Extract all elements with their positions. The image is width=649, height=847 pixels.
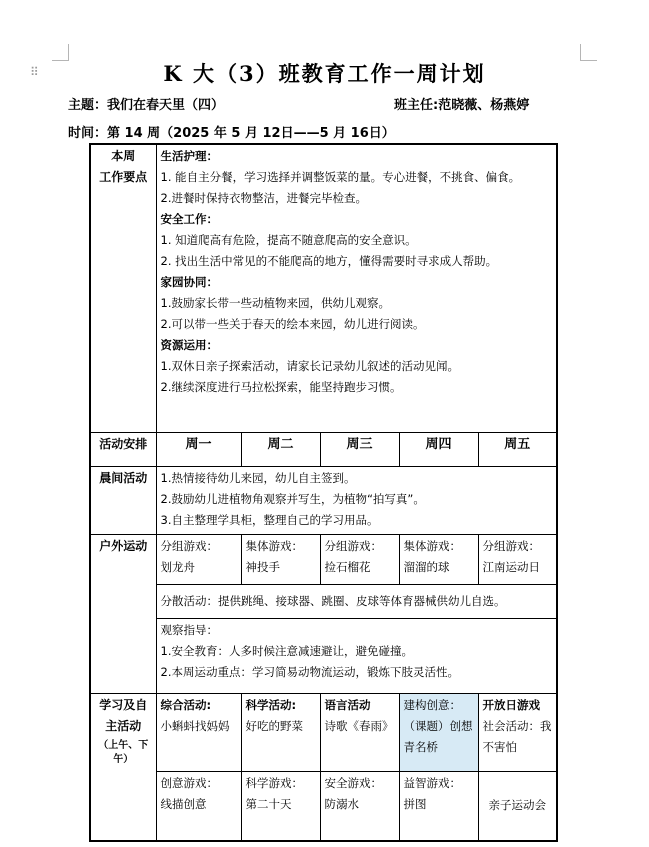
outdoor-game-cell[interactable]: 集体游戏： 神投手 [241, 534, 320, 584]
theme-line: 主题：我们在春天里（四） [68, 98, 225, 113]
day-wednesday: 周三 [320, 432, 399, 466]
list-item: 1.双休日亲子探索活动，请家长记录幼儿叙述的活动见闻。 [160, 359, 459, 373]
list-item: 1.鼓励家长带一些动植物来园，供幼儿观察。 [160, 296, 390, 310]
table-row-outdoor-observe [90, 618, 557, 693]
day-tuesday: 周二 [241, 432, 320, 466]
list-item: 1. 能自主分餐，学习选择并调整饭菜的量。专心进餐，不挑食、偏食。 [160, 170, 521, 184]
day-thursday: 周四 [399, 432, 478, 466]
table-row-outdoor-scattered [90, 584, 557, 618]
learning-cell[interactable]: 科学活动: 好吃的野菜 [241, 693, 320, 771]
learning-cell[interactable]: 创意游戏： 线描创意 [156, 771, 241, 841]
row-header-focus: 本周 工作要点 [90, 144, 156, 432]
row-header-learning: 学习及自 主活动 （上午、下午） [90, 693, 156, 841]
learning-cell[interactable]: 益智游戏： 拼图 [399, 771, 478, 841]
table-row-morning [90, 466, 557, 534]
outdoor-game-cell[interactable]: 集体游戏： 溜溜的球 [399, 534, 478, 584]
outdoor-observe-cell[interactable]: 观察指导： 1.安全教育：人多时候注意减速避让，避免碰撞。 2.本周运动重点：学习简易动物流运动，锻炼下肢灵活性。 [156, 618, 557, 693]
list-item: 3.自主整理学具柜，整理自己的学习用品。 [160, 512, 379, 527]
row-header-outdoor: 户外运动 [90, 534, 156, 693]
outdoor-game-cell[interactable]: 分组游戏： 划龙舟 [156, 534, 241, 584]
section-title: 资源运用： [160, 338, 218, 352]
learning-cell[interactable]: 科学游戏： 第二十天 [241, 771, 320, 841]
list-item: 1. 知道爬高有危险，提高不随意爬高的安全意识。 [160, 233, 417, 247]
section-title: 安全工作： [160, 212, 218, 226]
teacher-line: 班主任:范晓薇、杨燕婷 [394, 98, 530, 113]
table-row-learning-2 [90, 771, 557, 841]
learning-cell[interactable]: 语言活动 诗歌《春雨》 [320, 693, 399, 771]
day-monday: 周一 [156, 432, 241, 466]
learning-cell[interactable]: 亲子运动会 [478, 771, 557, 841]
learning-cell[interactable]: 安全游戏： 防溺水 [320, 771, 399, 841]
list-item: 2.鼓励幼儿进植物角观察并写生，为植物“拍写真”。 [160, 491, 425, 506]
list-item: 2.本周运动重点：学习简易动物流运动，锻炼下肢灵活性。 [160, 664, 459, 679]
section-title: 家园协同： [160, 275, 218, 289]
document-title: K 大（3）班教育工作一周计划 [163, 61, 486, 86]
outdoor-scattered-cell[interactable]: 分散活动：提供跳绳、接球器、跳圈、皮球等体育器械供幼儿自选。 [156, 584, 557, 618]
table-row-learning-1 [90, 693, 557, 771]
table-row-focus [90, 144, 557, 432]
section-title: 生活护理： [160, 149, 218, 163]
list-item: 1.热情接待幼儿来园，幼儿自主签到。 [160, 470, 356, 485]
row-header-schedule: 活动安排 [90, 432, 156, 466]
table-row-schedule [90, 432, 557, 466]
list-item: 2.可以带一些关于春天的绘本来园，幼儿进行阅读。 [160, 317, 425, 331]
row-header-morning: 晨间活动 [90, 466, 156, 534]
outdoor-game-cell[interactable]: 分组游戏： 捡石榴花 [320, 534, 399, 584]
day-friday: 周五 [478, 432, 557, 466]
list-item: 2. 找出生活中常见的不能爬高的地方，懂得需要时寻求成人帮助。 [160, 254, 498, 268]
learning-cell[interactable]: 综合活动: 小蝌蚪找妈妈 [156, 693, 241, 771]
table-drag-handle-icon[interactable]: ⠿ [30, 65, 40, 79]
table-row-outdoor-games [90, 534, 557, 584]
learning-cell[interactable]: 开放日游戏 社会活动：我不害怕 [478, 693, 557, 771]
list-item: 2.进餐时保持衣物整洁，进餐完毕检查。 [160, 191, 367, 205]
time-line: 时间：第 14 周（2025 年 5 月 12日——5 月 16日） [68, 126, 395, 141]
learning-cell-selected[interactable]: 建构创意： （课题）创想青名桥 [399, 693, 478, 771]
list-item: 2.继续深度进行马拉松探索，能坚持跑步习惯。 [160, 380, 402, 394]
morning-content[interactable] [156, 466, 557, 534]
focus-content[interactable] [156, 144, 557, 432]
weekly-plan-table [89, 143, 558, 842]
outdoor-game-cell[interactable]: 分组游戏： 江南运动日 [478, 534, 557, 584]
list-item: 1.安全教育：人多时候注意减速避让，避免碰撞。 [160, 643, 413, 658]
